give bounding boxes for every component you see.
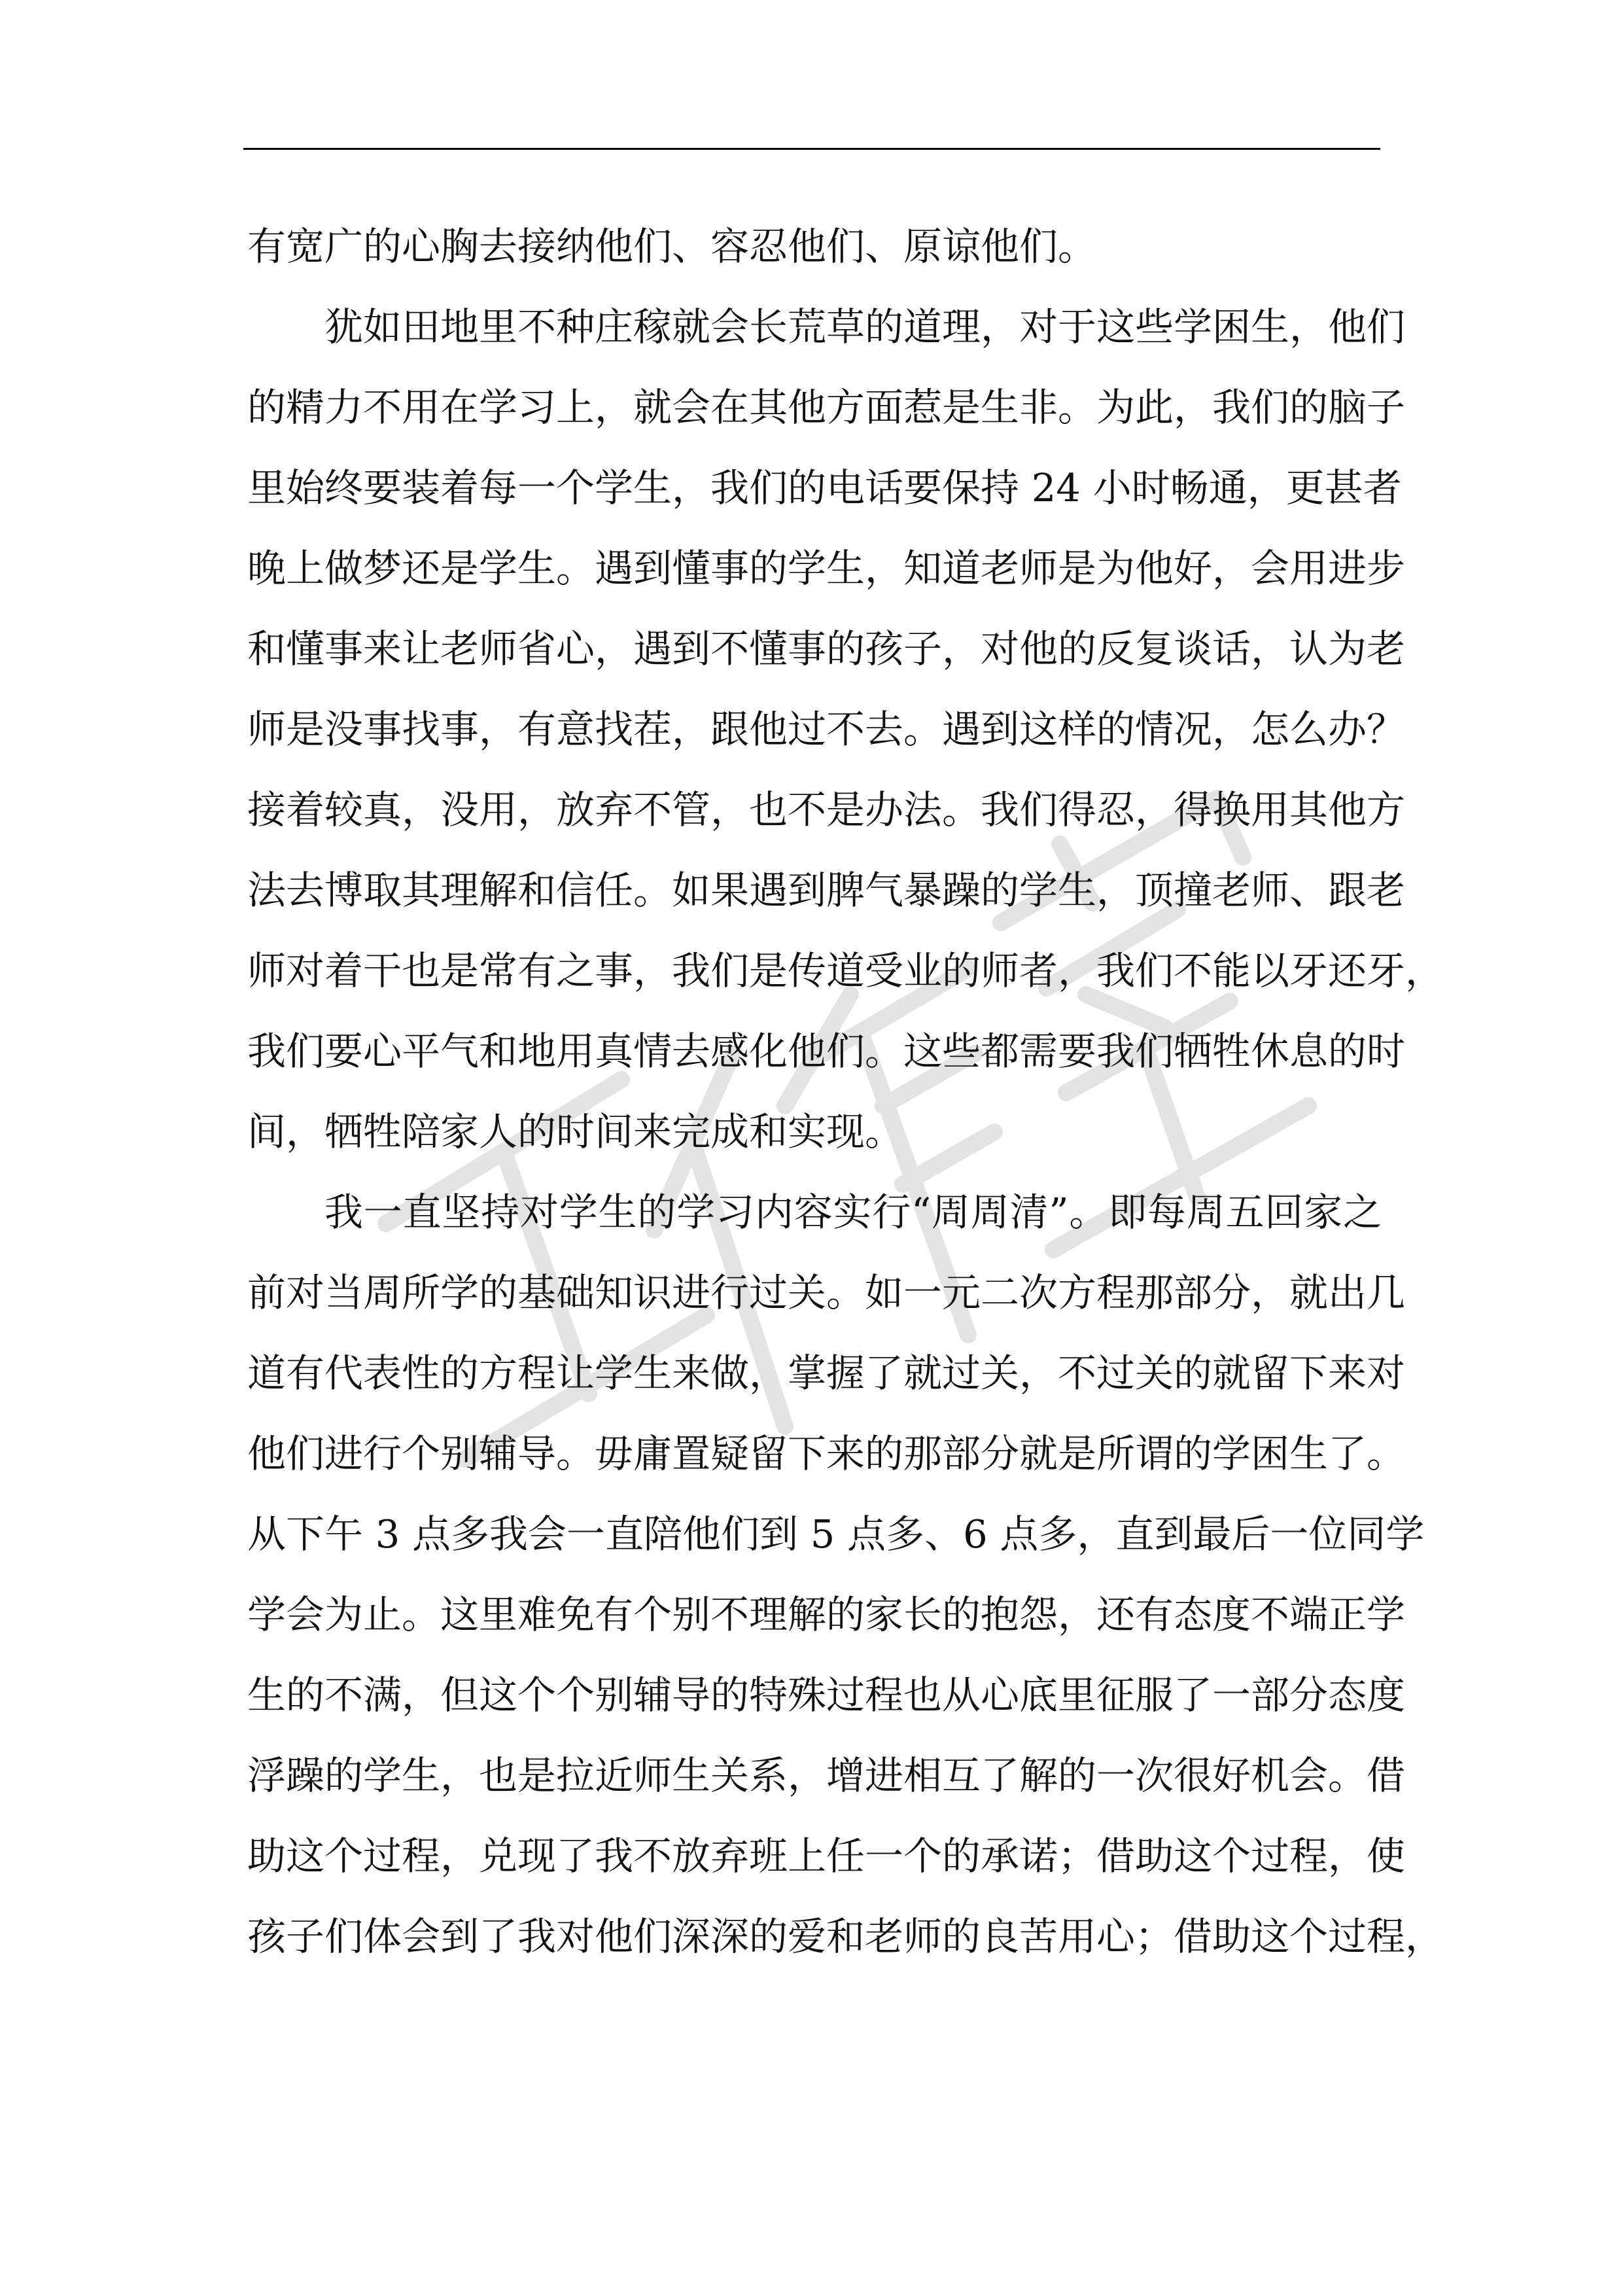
text-line: 犹如田地里不种庄稼就会长荒草的道理，对于这些学困生，他们 bbox=[324, 304, 1406, 349]
text-line: 里始终要装着每一个学生，我们的电话要保持 24 小时畅通，更甚者 bbox=[247, 465, 1402, 510]
text-line: 晚上做梦还是学生。遇到懂事的学生，知道老师是为他好，会用进步 bbox=[247, 546, 1406, 591]
text-line: 师对着干也是常有之事，我们是传道受业的师者，我们不能以牙还牙， bbox=[247, 948, 1444, 993]
text-line: 前对当周所学的基础知识进行过关。如一元二次方程那部分，就出几 bbox=[247, 1270, 1406, 1315]
text-line: 接着较真，没用，放弃不管，也不是办法。我们得忍，得换用其他方 bbox=[247, 787, 1406, 832]
paragraph bbox=[247, 287, 1444, 1172]
text-line: 道有代表性的方程让学生来做，掌握了就过关，不过关的就留下来对 bbox=[247, 1351, 1406, 1396]
text-line: 孩子们体会到了我对他们深深的爱和老师的良苦用心；借助这个过程， bbox=[247, 1914, 1444, 1959]
text-line: 浮躁的学生，也是拉近师生关系，增进相互了解的一次很好机会。借 bbox=[247, 1753, 1406, 1798]
text-line: 师是没事找事，有意找茬，跟他过不去。遇到这样的情况，怎么办？ bbox=[247, 707, 1406, 752]
paragraph bbox=[247, 1172, 1444, 1977]
text-line: 我们要心平气和地用真情去感化他们。这些都需要我们牺牲休息的时 bbox=[247, 1029, 1406, 1074]
text-line: 间，牺牲陪家人的时间来完成和实现。 bbox=[247, 1109, 904, 1154]
text-line: 的精力不用在学习上，就会在其他方面惹是生非。为此，我们的脑子 bbox=[247, 385, 1406, 430]
text-line: 助这个过程，兑现了我不放弃班上任一个的承诺；借助这个过程，使 bbox=[247, 1833, 1406, 1879]
header-rule bbox=[243, 148, 1380, 150]
paragraph bbox=[247, 206, 1382, 287]
text-line: 有宽广的心胸去接纳他们、容忍他们、原谅他们。 bbox=[247, 224, 1097, 269]
text-line: 和懂事来让老师省心，遇到不懂事的孩子，对他的反复谈话，认为老 bbox=[247, 626, 1406, 671]
text-line: 法去博取其理解和信任。如果遇到脾气暴躁的学生，顶撞老师、跟老 bbox=[247, 868, 1406, 913]
text-line: 他们进行个别辅导。毋庸置疑留下来的那部分就是所谓的学困生了。 bbox=[247, 1431, 1406, 1476]
text-line: 生的不满，但这个个别辅导的特殊过程也从心底里征服了一部分态度 bbox=[247, 1672, 1406, 1718]
text-line: 学会为止。这里难免有个别不理解的家长的抱怨，还有态度不端正学 bbox=[247, 1592, 1406, 1637]
document-body bbox=[247, 206, 1444, 1977]
text-line: 从下午 3 点多我会一直陪他们到 5 点多、6 点多，直到最后一位同学 bbox=[247, 1511, 1425, 1557]
text-line: 我一直坚持对学生的学习内容实行“周周清”。即每周五回家之 bbox=[324, 1190, 1382, 1235]
